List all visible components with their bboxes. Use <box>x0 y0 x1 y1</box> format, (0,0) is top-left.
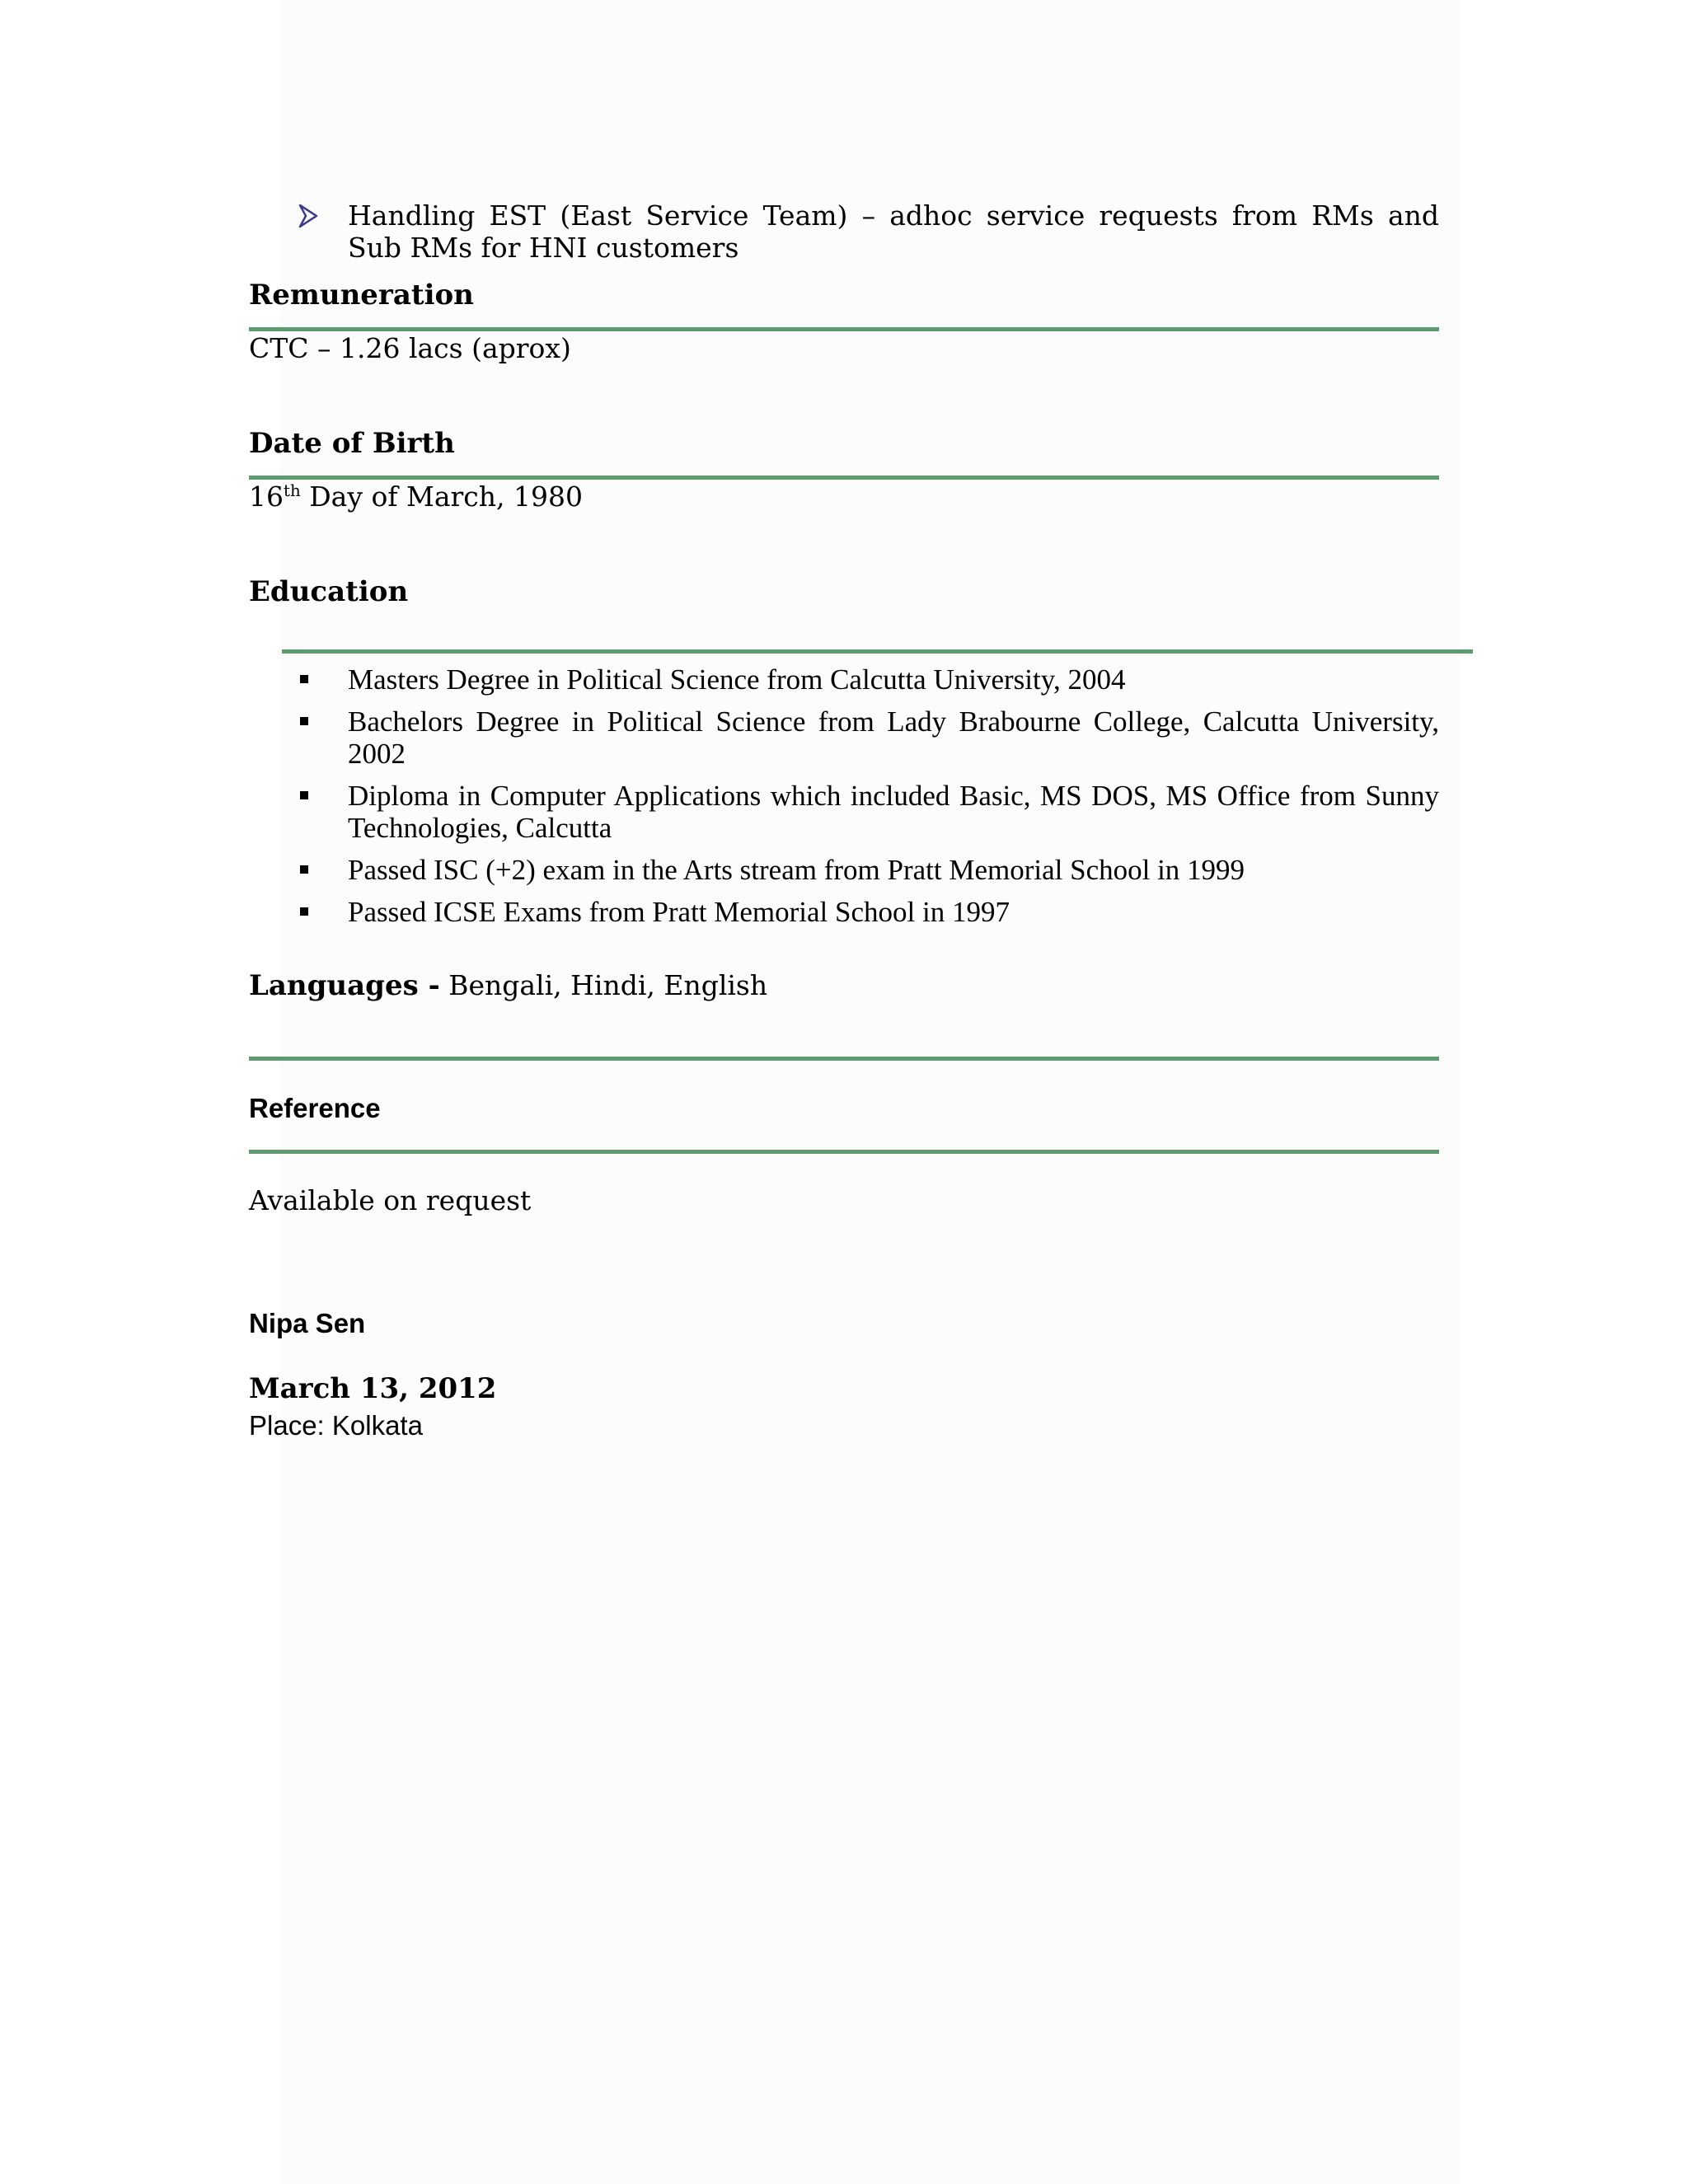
square-bullet-icon <box>300 791 308 799</box>
education-heading: Education <box>249 575 409 608</box>
education-item: Masters Degree in Political Science from Calcutta University, 2004 <box>298 663 1439 696</box>
remuneration-heading: Remuneration <box>249 279 474 312</box>
languages-line <box>249 969 767 1002</box>
remuneration-value: CTC – 1.26 lacs (aprox) <box>249 332 571 364</box>
reference-divider <box>249 1150 1439 1154</box>
reference-value: Available on request <box>249 1184 532 1216</box>
signature-date: March 13, 2012 <box>249 1372 497 1405</box>
square-bullet-icon <box>300 865 308 874</box>
reference-heading: Reference <box>249 1093 381 1123</box>
education-item: Bachelors Degree in Political Science from Lady Brabourne College, Calcutta University, 2002 <box>298 705 1439 770</box>
birth-month-year: Day of March, 1980 <box>300 480 583 513</box>
languages-divider <box>249 1057 1439 1061</box>
signature-name: Nipa Sen <box>249 1308 366 1338</box>
square-bullet-icon <box>300 675 308 683</box>
education-item: Passed ISC (+2) exam in the Arts stream from Pratt Memorial School in 1999 <box>298 854 1439 886</box>
date-of-birth-value <box>249 480 583 513</box>
square-bullet-icon <box>300 907 308 916</box>
date-of-birth-divider <box>249 476 1439 480</box>
education-list <box>298 663 1439 938</box>
languages-label: Languages - <box>249 969 440 1002</box>
date-of-birth-heading: Date of Birth <box>249 427 455 460</box>
education-item: Diploma in Computer Applications which included Basic, MS DOS, MS Office from Sunny Technologies, Calcutta <box>298 780 1439 844</box>
education-item: Passed ICSE Exams from Pratt Memorial School in 1997 <box>298 896 1439 928</box>
education-divider <box>282 649 1473 654</box>
square-bullet-icon <box>300 717 308 725</box>
birth-day-suffix: th <box>284 481 301 500</box>
remuneration-divider <box>249 327 1439 331</box>
birth-day: 16 <box>249 480 284 513</box>
languages-value: Bengali, Hindi, English <box>448 969 768 1001</box>
arrow-bullet-icon <box>298 204 318 228</box>
signature-place: Place: Kolkata <box>249 1410 423 1441</box>
responsibility-item: Handling EST (East Service Team) – adhoc service requests from RMs and Sub RMs for HNI customers <box>348 199 1439 264</box>
